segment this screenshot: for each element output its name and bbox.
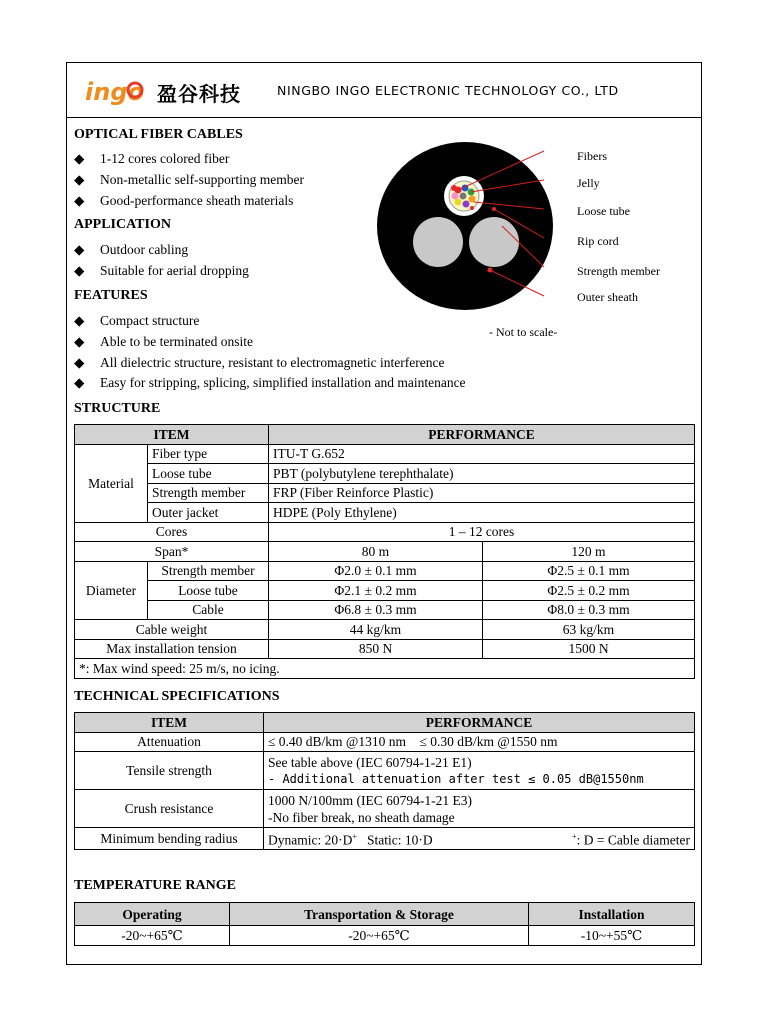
diagram-label-jelly: Jelly	[577, 176, 600, 190]
table-cell: Φ2.0 ± 0.1 mm	[269, 561, 483, 581]
diagram-label-rip-cord: Rip cord	[577, 234, 619, 248]
table-cell: 80 m	[269, 542, 483, 562]
table-cell: Φ6.8 ± 0.3 mm	[269, 600, 483, 620]
section-technical-specifications: TECHNICAL SPECIFICATIONS	[74, 689, 280, 704]
table-cell: ≤ 0.40 dB/km @1310 nm ≤ 0.30 dB/km @1550 nm	[264, 732, 695, 752]
table-row	[75, 503, 695, 523]
column-header: ITEM	[75, 713, 264, 733]
company-logo	[83, 77, 241, 107]
diagram-label-loose-tube: Loose tube	[577, 204, 630, 218]
table-cell: -20~+65℃	[230, 926, 529, 946]
crush-line-1: 1000 N/100mm (IEC 60794-1-21 E3)	[268, 792, 472, 808]
table-cell: Outer jacket	[148, 503, 269, 523]
table-cell: 1500 N	[483, 639, 695, 659]
header	[67, 63, 701, 118]
column-header: Operating	[75, 903, 230, 926]
table-cell: Cable	[148, 600, 269, 620]
table-cell: Φ2.1 ± 0.2 mm	[269, 581, 483, 601]
table-cell: Cable weight	[75, 620, 269, 640]
table-row	[75, 600, 695, 620]
table-row	[75, 713, 695, 733]
diamond-bullet-icon: ◆	[74, 172, 85, 187]
table-row	[75, 444, 695, 464]
table-row	[75, 561, 695, 581]
section-optical-fiber-cables: OPTICAL FIBER CABLES	[74, 127, 243, 142]
table-cell: Attenuation	[75, 732, 264, 752]
structure-footnote: *: Max wind speed: 25 m/s, no icing.	[75, 659, 695, 679]
table-cell: Dynamic: 20·D+ Static: 10·D +: D = Cable diameter	[264, 828, 695, 850]
structure-table	[74, 424, 695, 679]
table-row	[75, 464, 695, 484]
column-header: Installation	[529, 903, 695, 926]
logo-mark-icon	[83, 78, 149, 106]
section-temperature-range: TEMPERATURE RANGE	[74, 878, 236, 893]
list-item: ◆ 1-12 cores colored fiber	[74, 151, 230, 166]
table-cell: HDPE (Poly Ethylene)	[269, 503, 695, 523]
tensile-line-2: - Additional attenuation after test ≤ 0.05 dB@1550nm	[268, 771, 644, 786]
svg-text:ingo: ingo	[85, 78, 144, 106]
table-cell	[264, 752, 695, 790]
diamond-bullet-icon: ◆	[74, 151, 85, 166]
diamond-bullet-icon: ◆	[74, 242, 85, 257]
table-cell: 120 m	[483, 542, 695, 562]
list-item: ◆ Suitable for aerial dropping	[74, 263, 249, 278]
table-row	[75, 732, 695, 752]
table-row	[75, 581, 695, 601]
table-row	[75, 542, 695, 562]
table-cell: -10~+55℃	[529, 926, 695, 946]
list-item: ◆ Outdoor cabling	[74, 242, 189, 257]
cable-cross-section-diagram	[372, 138, 572, 318]
table-cell: Max installation tension	[75, 639, 269, 659]
diamond-bullet-icon: ◆	[74, 263, 85, 278]
diamond-bullet-icon: ◆	[74, 355, 85, 370]
list-item: ◆ All dielectric structure, resistant to electromagnetic interference	[74, 355, 445, 370]
diagram-label-strength-member: Strength member	[577, 264, 660, 278]
company-name: NINGBO INGO ELECTRONIC TECHNOLOGY CO., LTD	[277, 83, 619, 98]
list-item: ◆ Compact structure	[74, 313, 200, 328]
tensile-line-1: See table above (IEC 60794-1-21 E1)	[268, 754, 472, 770]
material-cell: Material	[75, 444, 148, 522]
table-cell: Minimum bending radius	[75, 828, 264, 850]
diamond-bullet-icon: ◆	[74, 375, 85, 390]
table-cell: Crush resistance	[75, 790, 264, 828]
table-cell: Loose tube	[148, 464, 269, 484]
table-cell: -20~+65℃	[75, 926, 230, 946]
datasheet-frame	[66, 62, 702, 965]
table-cell: 850 N	[269, 639, 483, 659]
diagram-label-outer-sheath: Outer sheath	[577, 290, 638, 304]
list-item: ◆ Non-metallic self-supporting member	[74, 172, 304, 187]
diamond-bullet-icon: ◆	[74, 193, 85, 208]
table-cell	[264, 790, 695, 828]
table-cell: Strength member	[148, 561, 269, 581]
temperature-range-table	[74, 902, 695, 946]
table-cell: Span*	[75, 542, 269, 562]
not-to-scale-note: - Not to scale-	[489, 325, 558, 339]
table-row	[75, 425, 695, 445]
table-row	[75, 522, 695, 542]
logo-chinese-text: 盈谷科技	[157, 81, 241, 106]
crush-line-2: -No fiber break, no sheath damage	[268, 809, 455, 825]
table-row	[75, 790, 695, 828]
table-row	[75, 639, 695, 659]
section-features: FEATURES	[74, 288, 148, 303]
list-item: ◆ Good-performance sheath materials	[74, 193, 294, 208]
diagram-label-fibers: Fibers	[577, 149, 607, 163]
table-cell: 44 kg/km	[269, 620, 483, 640]
table-cell: FRP (Fiber Reinforce Plastic)	[269, 483, 695, 503]
table-cell: Tensile strength	[75, 752, 264, 790]
diamond-bullet-icon: ◆	[74, 313, 85, 328]
table-cell: Strength member	[148, 483, 269, 503]
table-cell: ITU-T G.652	[269, 444, 695, 464]
table-row	[75, 483, 695, 503]
table-cell: 63 kg/km	[483, 620, 695, 640]
table-row	[75, 620, 695, 640]
table-row	[75, 752, 695, 790]
table-cell: 1 – 12 cores	[269, 522, 695, 542]
column-header: Transportation & Storage	[230, 903, 529, 926]
table-cell: Loose tube	[148, 581, 269, 601]
table-cell: Φ8.0 ± 0.3 mm	[483, 600, 695, 620]
table-row	[75, 828, 695, 850]
technical-specifications-table	[74, 712, 695, 850]
list-item: ◆ Able to be terminated onsite	[74, 334, 253, 349]
table-cell: Fiber type	[148, 444, 269, 464]
column-header: ITEM	[75, 425, 269, 445]
table-row	[75, 926, 695, 946]
section-structure: STRUCTURE	[74, 401, 161, 416]
column-header: PERFORMANCE	[264, 713, 695, 733]
diamond-bullet-icon: ◆	[74, 334, 85, 349]
table-cell: PBT (polybutylene terephthalate)	[269, 464, 695, 484]
column-header: PERFORMANCE	[269, 425, 695, 445]
list-item: ◆ Easy for stripping, splicing, simplified installation and maintenance	[74, 375, 466, 390]
table-row	[75, 659, 695, 679]
section-application: APPLICATION	[74, 217, 171, 232]
table-cell: Cores	[75, 522, 269, 542]
table-row	[75, 903, 695, 926]
table-cell: Φ2.5 ± 0.1 mm	[483, 561, 695, 581]
table-cell: Φ2.5 ± 0.2 mm	[483, 581, 695, 601]
diameter-cell: Diameter	[75, 561, 148, 620]
